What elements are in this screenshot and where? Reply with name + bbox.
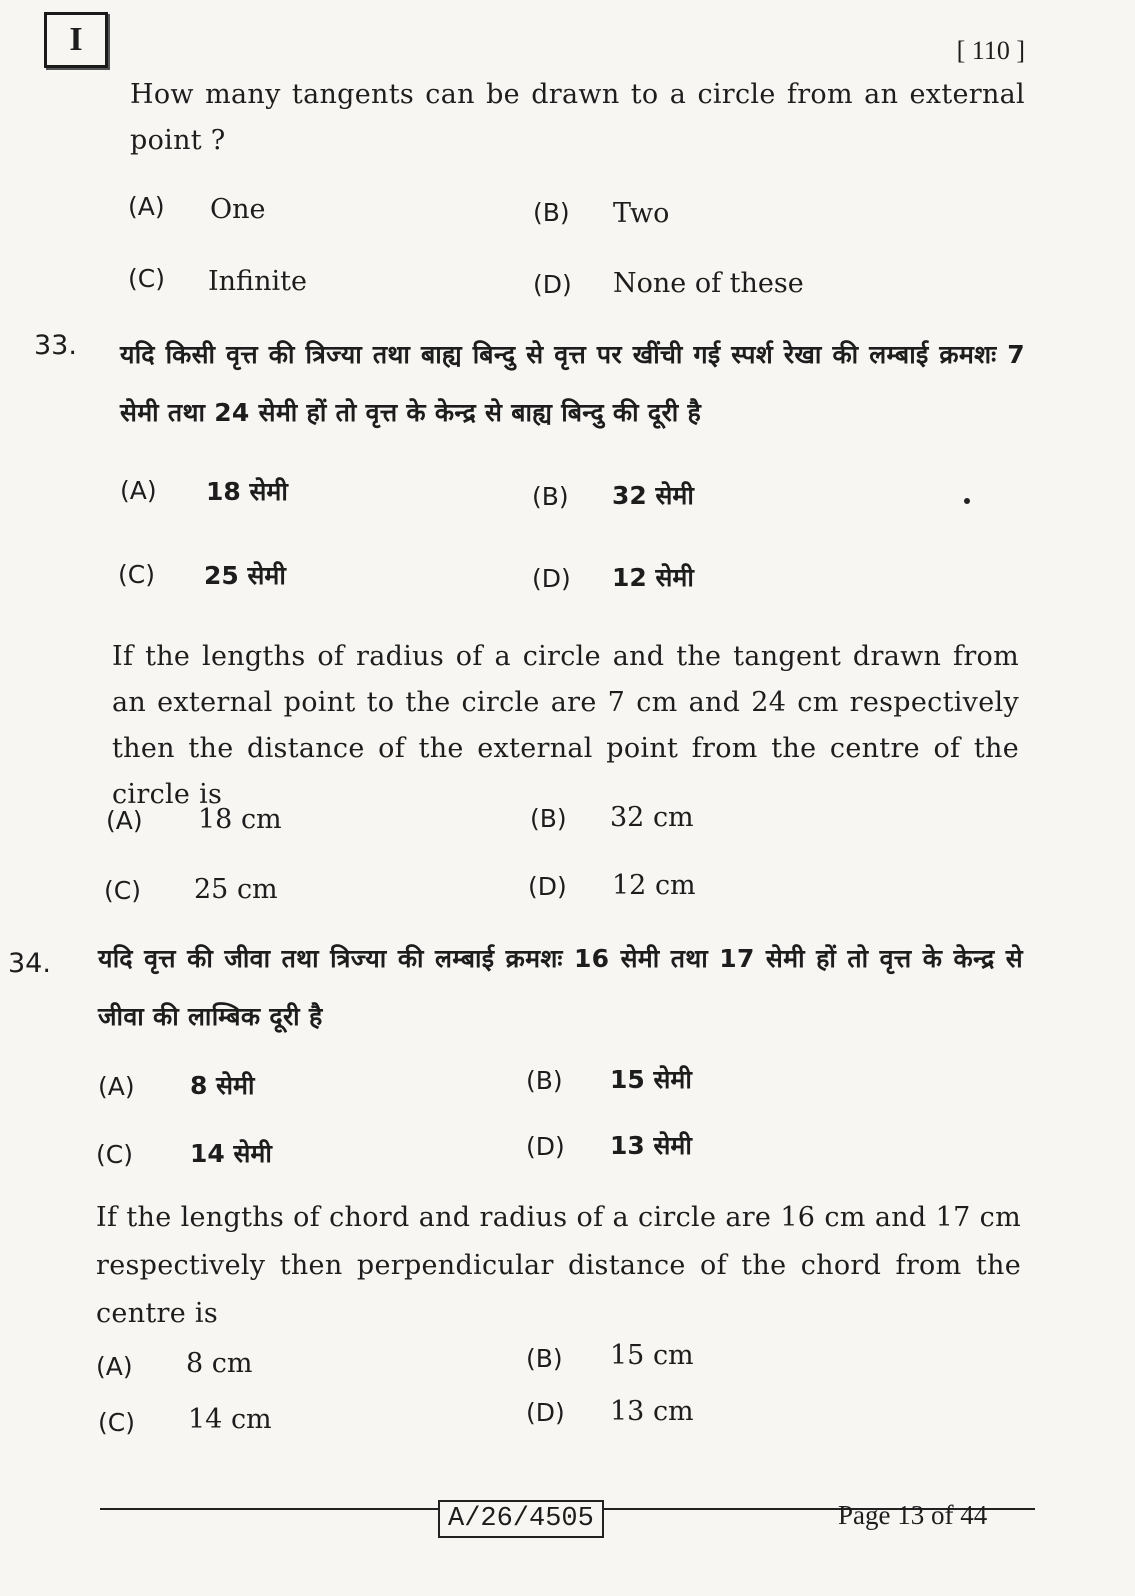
page-number: Page 13 of 44 <box>838 1500 988 1530</box>
q32-option-c: Infinite <box>208 266 307 297</box>
q33-en-option-a: 18 cm <box>198 804 282 835</box>
q34-hi-option-a-letter: (A) <box>98 1072 135 1101</box>
q32-option-a: One <box>210 194 266 225</box>
q34-en-option-c-letter: (C) <box>98 1408 135 1437</box>
q32-option-c-letter: (C) <box>128 264 165 293</box>
set-label: I <box>44 12 108 68</box>
question-33-number: 33. <box>34 330 77 361</box>
question-34-english: If the lengths of chord and radius of a circle are 16 cm and 17 cm respectively then perpendicular distance of the chord from the centre is <box>96 1202 1021 1329</box>
q33-hi-option-b: 32 सेमी <box>612 481 694 510</box>
q34-en-option-a: 8 cm <box>186 1348 253 1379</box>
question-33-english: If the lengths of radius of a circle and the tangent drawn from an external point to the circle are 7 cm and 24 cm respectively then the distance of the external point from the centre of the circle is <box>112 641 1019 810</box>
q32-option-d: None of these <box>613 268 804 299</box>
question-34-hindi: यदि वृत्त की जीवा तथा त्रिज्या की लम्बाई क्रमशः 16 सेमी तथा 17 सेमी हों तो वृत्त के केन्द्र से जीवा की लाम्बिक दूरी है <box>98 944 1023 1031</box>
q34-en-option-a-letter: (A) <box>96 1352 133 1381</box>
q33-hi-option-a: 18 सेमी <box>206 477 288 506</box>
q34-hi-option-b: 15 सेमी <box>610 1065 692 1094</box>
q34-en-option-d-letter: (D) <box>526 1398 565 1427</box>
q34-hi-option-d-letter: (D) <box>526 1132 565 1161</box>
q32-option-b: Two <box>613 198 670 229</box>
q33-en-option-c: 25 cm <box>194 874 278 905</box>
q33-hi-option-c: 25 सेमी <box>204 561 286 590</box>
question-33-hindi: यदि किसी वृत्त की त्रिज्या तथा बाह्य बिन्दु से वृत्त पर खींची गई स्पर्श रेखा की लम्बाई क्रमशः 7 सेमी तथा 24 सेमी हों तो वृत्त के केन्द्र से बाह्य बिन्दु की दूरी है <box>120 340 1025 427</box>
q33-hi-option-c-letter: (C) <box>118 560 155 589</box>
q32-option-a-letter: (A) <box>128 192 165 221</box>
q34-hi-option-b-letter: (B) <box>526 1066 563 1095</box>
q33-en-option-d: 12 cm <box>612 870 696 901</box>
q33-hi-option-a-letter: (A) <box>120 476 157 505</box>
q34-hi-option-a: 8 सेमी <box>190 1071 255 1100</box>
question-32-english: How many tangents can be drawn to a circle from an external point ? <box>130 79 1025 156</box>
q34-hi-option-c: 14 सेमी <box>190 1139 272 1168</box>
q34-en-option-b: 15 cm <box>610 1340 694 1371</box>
q32-option-d-letter: (D) <box>533 270 572 299</box>
q33-hi-option-d-letter: (D) <box>532 564 571 593</box>
q32-option-b-letter: (B) <box>533 198 570 227</box>
q33-hi-option-b-letter: (B) <box>532 482 569 511</box>
q34-en-option-c: 14 cm <box>188 1404 272 1435</box>
q34-en-option-d: 13 cm <box>610 1396 694 1427</box>
q33-en-option-c-letter: (C) <box>104 876 141 905</box>
q33-en-option-d-letter: (D) <box>528 872 567 901</box>
q34-hi-option-d: 13 सेमी <box>610 1131 692 1160</box>
question-code: [ 110 ] <box>956 36 1025 65</box>
q33-hi-option-d: 12 सेमी <box>612 563 694 592</box>
q34-hi-option-c-letter: (C) <box>96 1140 133 1169</box>
q33-en-option-b: 32 cm <box>610 802 694 833</box>
q33-en-option-b-letter: (B) <box>530 804 567 833</box>
q33-en-option-a-letter: (A) <box>106 806 143 835</box>
q34-en-option-b-letter: (B) <box>526 1344 563 1373</box>
paper-code: A/26/4505 <box>438 1500 604 1538</box>
question-34-number: 34. <box>8 948 51 979</box>
stray-dot <box>964 498 970 504</box>
